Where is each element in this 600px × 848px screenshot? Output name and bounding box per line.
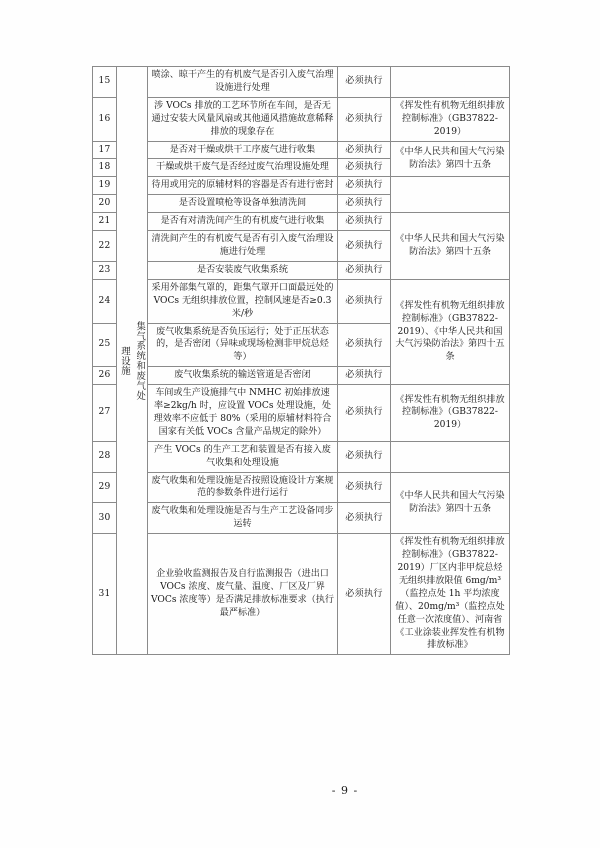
table-row — [93, 534, 510, 655]
legal-basis-cell: 《挥发性有机物无组织排放控制标准》（GB37822-2019）厂区内非甲烷总烃无组织排放限值 6mg/m³（监控点处 1h 平均浓度值）、20mg/m³（监控点处任意一次浓度值）、河南省《工业涂装业挥发性有机物排放标准》 — [391, 534, 510, 655]
requirement-cell: 必须执行 — [338, 213, 391, 231]
row-number: 31 — [93, 534, 117, 655]
requirement-cell: 必须执行 — [338, 385, 391, 442]
row-number: 16 — [93, 97, 117, 141]
row-number: 18 — [93, 159, 117, 177]
check-item-description: 车间或生产设施排气中 NMHC 初始排放速率≥2kg/h 时，应设置 VOCs 处理设施，处理效率不应低于 80%（采用的原辅材料符合国家有关低 VOCs 含量产品规定的除外） — [148, 385, 338, 442]
requirement-cell: 必须执行 — [338, 441, 391, 472]
row-number: 19 — [93, 177, 117, 195]
check-item-description: 喷涂、晾干产生的有机废气是否引入废气治理设施进行处理 — [148, 67, 338, 98]
legal-basis-cell: 《挥发性有机物无组织排放控制标准》（GB37822-2019） — [391, 385, 510, 442]
checklist-table — [92, 66, 510, 655]
category-cell — [117, 67, 148, 655]
check-item-description: 废气收集和处理设施是否按照设施设计方案规范的参数条件进行运行 — [148, 472, 338, 503]
requirement-cell: 必须执行 — [338, 472, 391, 503]
legal-basis-cell: 《挥发性有机物无组织排放控制标准》（GB37822-2019）、《中华人民共和国大气污染防治法》第四十五条 — [391, 279, 510, 384]
row-number: 27 — [93, 385, 117, 442]
table-row — [93, 385, 510, 442]
table-row — [93, 472, 510, 503]
check-item-description: 废气收集系统的输送管道是否密闭 — [148, 367, 338, 385]
legal-basis-cell — [391, 441, 510, 472]
table-row — [93, 213, 510, 231]
row-number: 24 — [93, 279, 117, 323]
check-item-description: 清洗间产生的有机废气是否有引入废气治理设施进行处理 — [148, 231, 338, 262]
table-row — [93, 279, 510, 323]
check-item-description: 待用或用完的原辅材料的容器是否有进行密封 — [148, 177, 338, 195]
requirement-cell: 必须执行 — [338, 534, 391, 655]
category-label: 集气系统和废气处理设施 — [119, 320, 146, 401]
check-item-description: 涉 VOCs 排放的工艺环节所在车间，是否无通过安装大风量风扇或其他通风措施故意稀释排放的现象存在 — [148, 97, 338, 141]
requirement-cell: 必须执行 — [338, 367, 391, 385]
table-row — [93, 67, 510, 98]
requirement-cell: 必须执行 — [338, 279, 391, 323]
category-vertical-wrap — [120, 271, 144, 451]
legal-basis-cell: 《挥发性有机物无组织排放控制标准》（GB37822-2019） — [391, 97, 510, 141]
row-number: 15 — [93, 67, 117, 98]
row-number: 30 — [93, 503, 117, 534]
row-number: 17 — [93, 141, 117, 159]
check-item-description: 是否安装废气收集系统 — [148, 261, 338, 279]
row-number: 20 — [93, 195, 117, 213]
row-number: 26 — [93, 367, 117, 385]
legal-basis-cell: 《中华人民共和国大气污染防治法》第四十五条 — [391, 213, 510, 280]
check-item-description: 是否有对清洗间产生的有机废气进行收集 — [148, 213, 338, 231]
table-row — [93, 177, 510, 195]
page-number: - 9 - — [331, 784, 359, 797]
requirement-cell: 必须执行 — [338, 67, 391, 98]
requirement-cell: 必须执行 — [338, 231, 391, 262]
check-item-description: 废气收集和处理设施是否与生产工艺设备同步运转 — [148, 503, 338, 534]
checklist-table-body — [93, 67, 510, 655]
legal-basis-cell — [391, 67, 510, 98]
row-number: 22 — [93, 231, 117, 262]
requirement-cell: 必须执行 — [338, 141, 391, 159]
requirement-cell: 必须执行 — [338, 177, 391, 195]
check-item-description: 企业验收监测报告及自行监测报告（进出口 VOCs 浓度、废气量、温度、厂区及厂界 VOCs 浓度等）是否满足排放标准要求（执行最严标准） — [148, 534, 338, 655]
checklist-table-container — [92, 66, 509, 655]
check-item-description: 废气收集系统是否负压运行；处于正压状态的，是否密闭（异味或现场检测非甲烷总烃等） — [148, 323, 338, 367]
requirement-cell: 必须执行 — [338, 261, 391, 279]
requirement-cell: 必须执行 — [338, 159, 391, 177]
check-item-description: 采用外部集气罩的，距集气罩开口面最远处的 VOCs 无组织排放位置，控制风速是否≥0.3 米/秒 — [148, 279, 338, 323]
row-number: 29 — [93, 472, 117, 503]
requirement-cell: 必须执行 — [338, 503, 391, 534]
check-item-description: 干燥或烘干废气是否经过废气治理设施处理 — [148, 159, 338, 177]
row-number: 21 — [93, 213, 117, 231]
requirement-cell: 必须执行 — [338, 97, 391, 141]
table-row — [93, 97, 510, 141]
check-item-description: 是否设置喷枪等设备单独清洗间 — [148, 195, 338, 213]
requirement-cell: 必须执行 — [338, 323, 391, 367]
legal-basis-cell — [391, 177, 510, 213]
table-row — [93, 141, 510, 159]
row-number: 25 — [93, 323, 117, 367]
row-number: 23 — [93, 261, 117, 279]
requirement-cell: 必须执行 — [338, 195, 391, 213]
check-item-description: 是否对干燥或烘干工序废气进行收集 — [148, 141, 338, 159]
row-number: 28 — [93, 441, 117, 472]
check-item-description: 产生 VOCs 的生产工艺和装置是否有接入废气收集和处理设施 — [148, 441, 338, 472]
table-row — [93, 441, 510, 472]
legal-basis-cell: 《中华人民共和国大气污染防治法》第四十五条 — [391, 472, 510, 534]
legal-basis-cell: 《中华人民共和国大气污染防治法》第四十五条 — [391, 141, 510, 177]
